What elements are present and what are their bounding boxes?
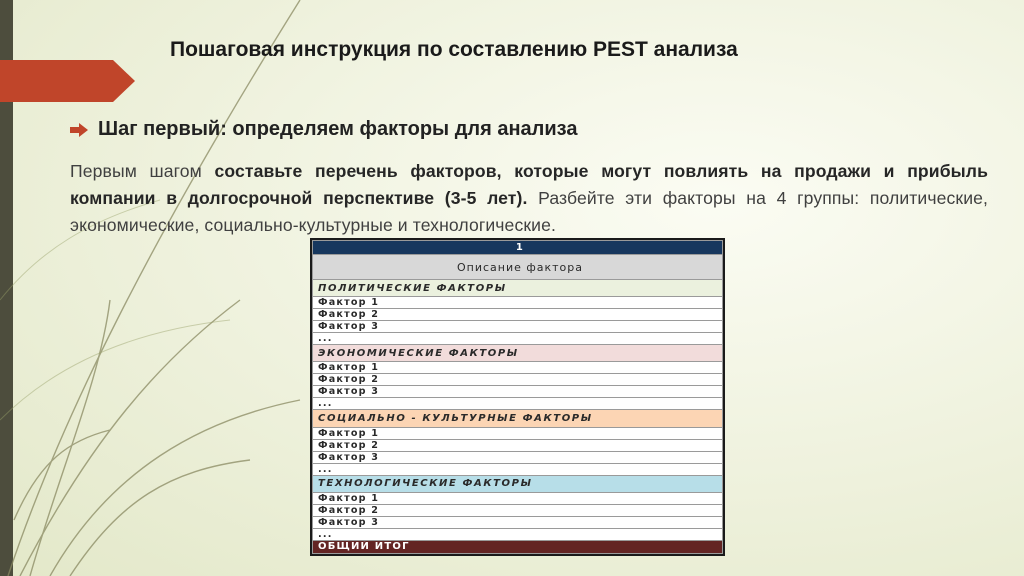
paragraph-intro: Первым шагом <box>70 161 215 181</box>
table-row: ... <box>313 463 723 475</box>
arrow-bullet-icon <box>70 123 88 137</box>
table-row: Фактор 1 <box>313 362 723 374</box>
step-heading-text: Шаг первый: определяем факторы для анализа <box>98 118 578 140</box>
pest-table-image <box>310 238 725 556</box>
table-row: Фактор 1 <box>313 427 723 439</box>
group-title-political: ПОЛИТИЧЕСКИЕ ФАКТОРЫ <box>313 280 723 297</box>
pest-table <box>312 240 723 554</box>
group-title-technological: ТЕХНОЛОГИЧЕСКИЕ ФАКТОРЫ <box>313 475 723 492</box>
table-row: Фактор 3 <box>313 516 723 528</box>
table-row: Фактор 3 <box>313 451 723 463</box>
table-row: Фактор 1 <box>313 492 723 504</box>
table-row: Фактор 2 <box>313 439 723 451</box>
table-row: ... <box>313 398 723 410</box>
title-accent-arrow <box>0 60 135 102</box>
paragraph-rest: Разбейте эти факторы на 4 группы: политические, экономические, социально-культурные и технологические. <box>70 188 988 235</box>
column-description-header: Описание фактора <box>313 255 723 280</box>
group-title-socio-cultural: СОЦИАЛЬНО - КУЛЬТУРНЫЕ ФАКТОРЫ <box>313 410 723 427</box>
table-row: ... <box>313 333 723 345</box>
column-number-header: 1 <box>313 241 723 255</box>
group-title-economic: ЭКОНОМИЧЕСКИЕ ФАКТОРЫ <box>313 345 723 362</box>
table-row: Фактор 2 <box>313 309 723 321</box>
table-row: Фактор 2 <box>313 374 723 386</box>
table-row: Фактор 2 <box>313 504 723 516</box>
table-row: Фактор 3 <box>313 386 723 398</box>
instruction-paragraph <box>70 158 988 239</box>
slide-title: Пошаговая инструкция по составлению PEST анализа <box>170 38 738 61</box>
total-row: ОБЩИЙ ИТОГ <box>313 540 723 553</box>
table-row: Фактор 1 <box>313 297 723 309</box>
table-row: ... <box>313 528 723 540</box>
step-heading <box>70 118 577 141</box>
table-row: Фактор 3 <box>313 321 723 333</box>
paragraph-emphasis: составьте перечень факторов, которые могут повлиять на продажи и прибыль компании в долгосрочной перспективе (3-5 лет). <box>70 161 988 208</box>
